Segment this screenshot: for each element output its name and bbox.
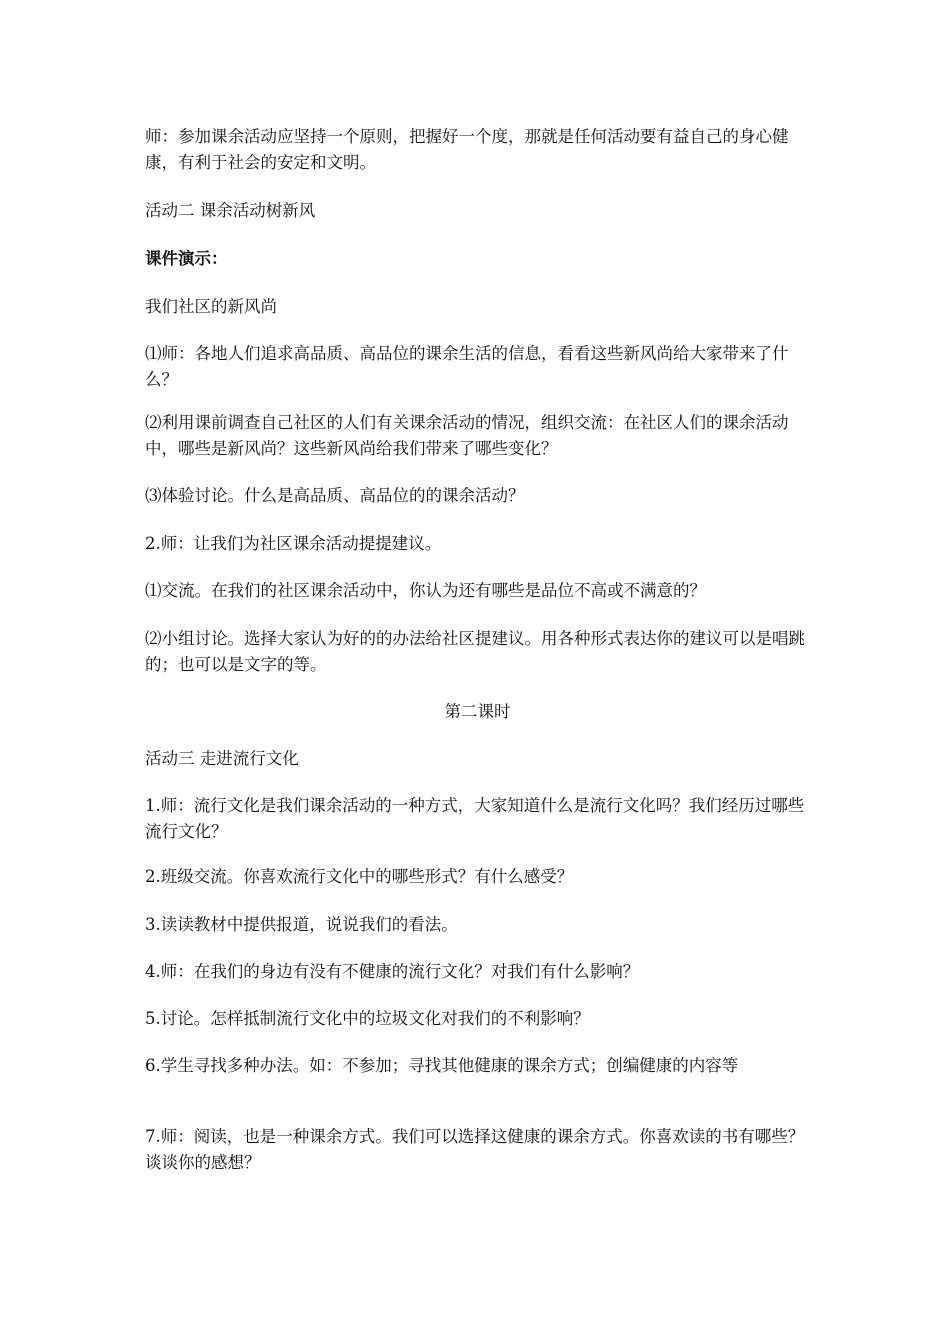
- paragraph-step-7: 7.师：阅读，也是一种课余方式。我们可以选择这健康的课余方式。你喜欢读的书有哪些？谈谈你的感想？: [145, 1127, 805, 1172]
- heading-activity-two: 活动二 课余活动树新风: [145, 201, 316, 220]
- paragraph-step-6: 6.学生寻找多种办法。如：不参加；寻找其他健康的课余方式；创编健康的内容等: [145, 1056, 739, 1075]
- heading-second-lesson: 第二课时: [444, 702, 511, 721]
- paragraph-item-1: ⑴师：各地人们追求高品质、高品位的课余生活的信息，看看这些新风尚给大家带来了什么？: [145, 344, 789, 389]
- paragraph-exchange: ⑴交流。在我们的社区课余活动中，你认为还有哪些是品位不高或不满意的？: [145, 581, 706, 600]
- paragraph-step-2: 2.班级交流。你喜欢流行文化中的哪些形式？有什么感受？: [145, 867, 574, 886]
- paragraph-step-5: 5.讨论。怎样抵制流行文化中的垃圾文化对我们的不利影响？: [145, 1009, 590, 1028]
- paragraph-suggestion: 2.师：让我们为社区课余活动提提建议。: [145, 534, 442, 553]
- paragraph-item-3: ⑶体验讨论。什么是高品质、高品位的的课余活动？: [145, 486, 525, 505]
- paragraph-group-discussion: ⑵小组讨论。选择大家认为好的的办法给社区提建议。用各种形式表达你的建议可以是唱跳的；也可以是文字的等。: [145, 629, 805, 674]
- paragraph-community-trend: 我们社区的新风尚: [145, 297, 277, 316]
- paragraph-item-2: ⑵利用课前调查自己社区的人们有关课余活动的情况，组织交流：在社区人们的课余活动中，哪些是新风尚？这些新风尚给我们带来了哪些变化？: [145, 413, 789, 458]
- heading-activity-three: 活动三 走进流行文化: [145, 749, 299, 768]
- paragraph-principle: 师：参加课余活动应坚持一个原则，把握好一个度，那就是任何活动要有益自己的身心健康，有利于社会的安定和文明。: [145, 127, 789, 172]
- paragraph-step-4: 4.师：在我们的身边有没有不健康的流行文化？对我们有什么影响？: [145, 962, 640, 981]
- paragraph-step-3: 3.读读教材中提供报道，说说我们的看法。: [145, 915, 458, 934]
- paragraph-step-1: 1.师：流行文化是我们课余活动的一种方式，大家知道什么是流行文化吗？我们经历过哪些流行文化？: [145, 796, 805, 841]
- heading-courseware-demo: 课件演示：: [145, 249, 228, 268]
